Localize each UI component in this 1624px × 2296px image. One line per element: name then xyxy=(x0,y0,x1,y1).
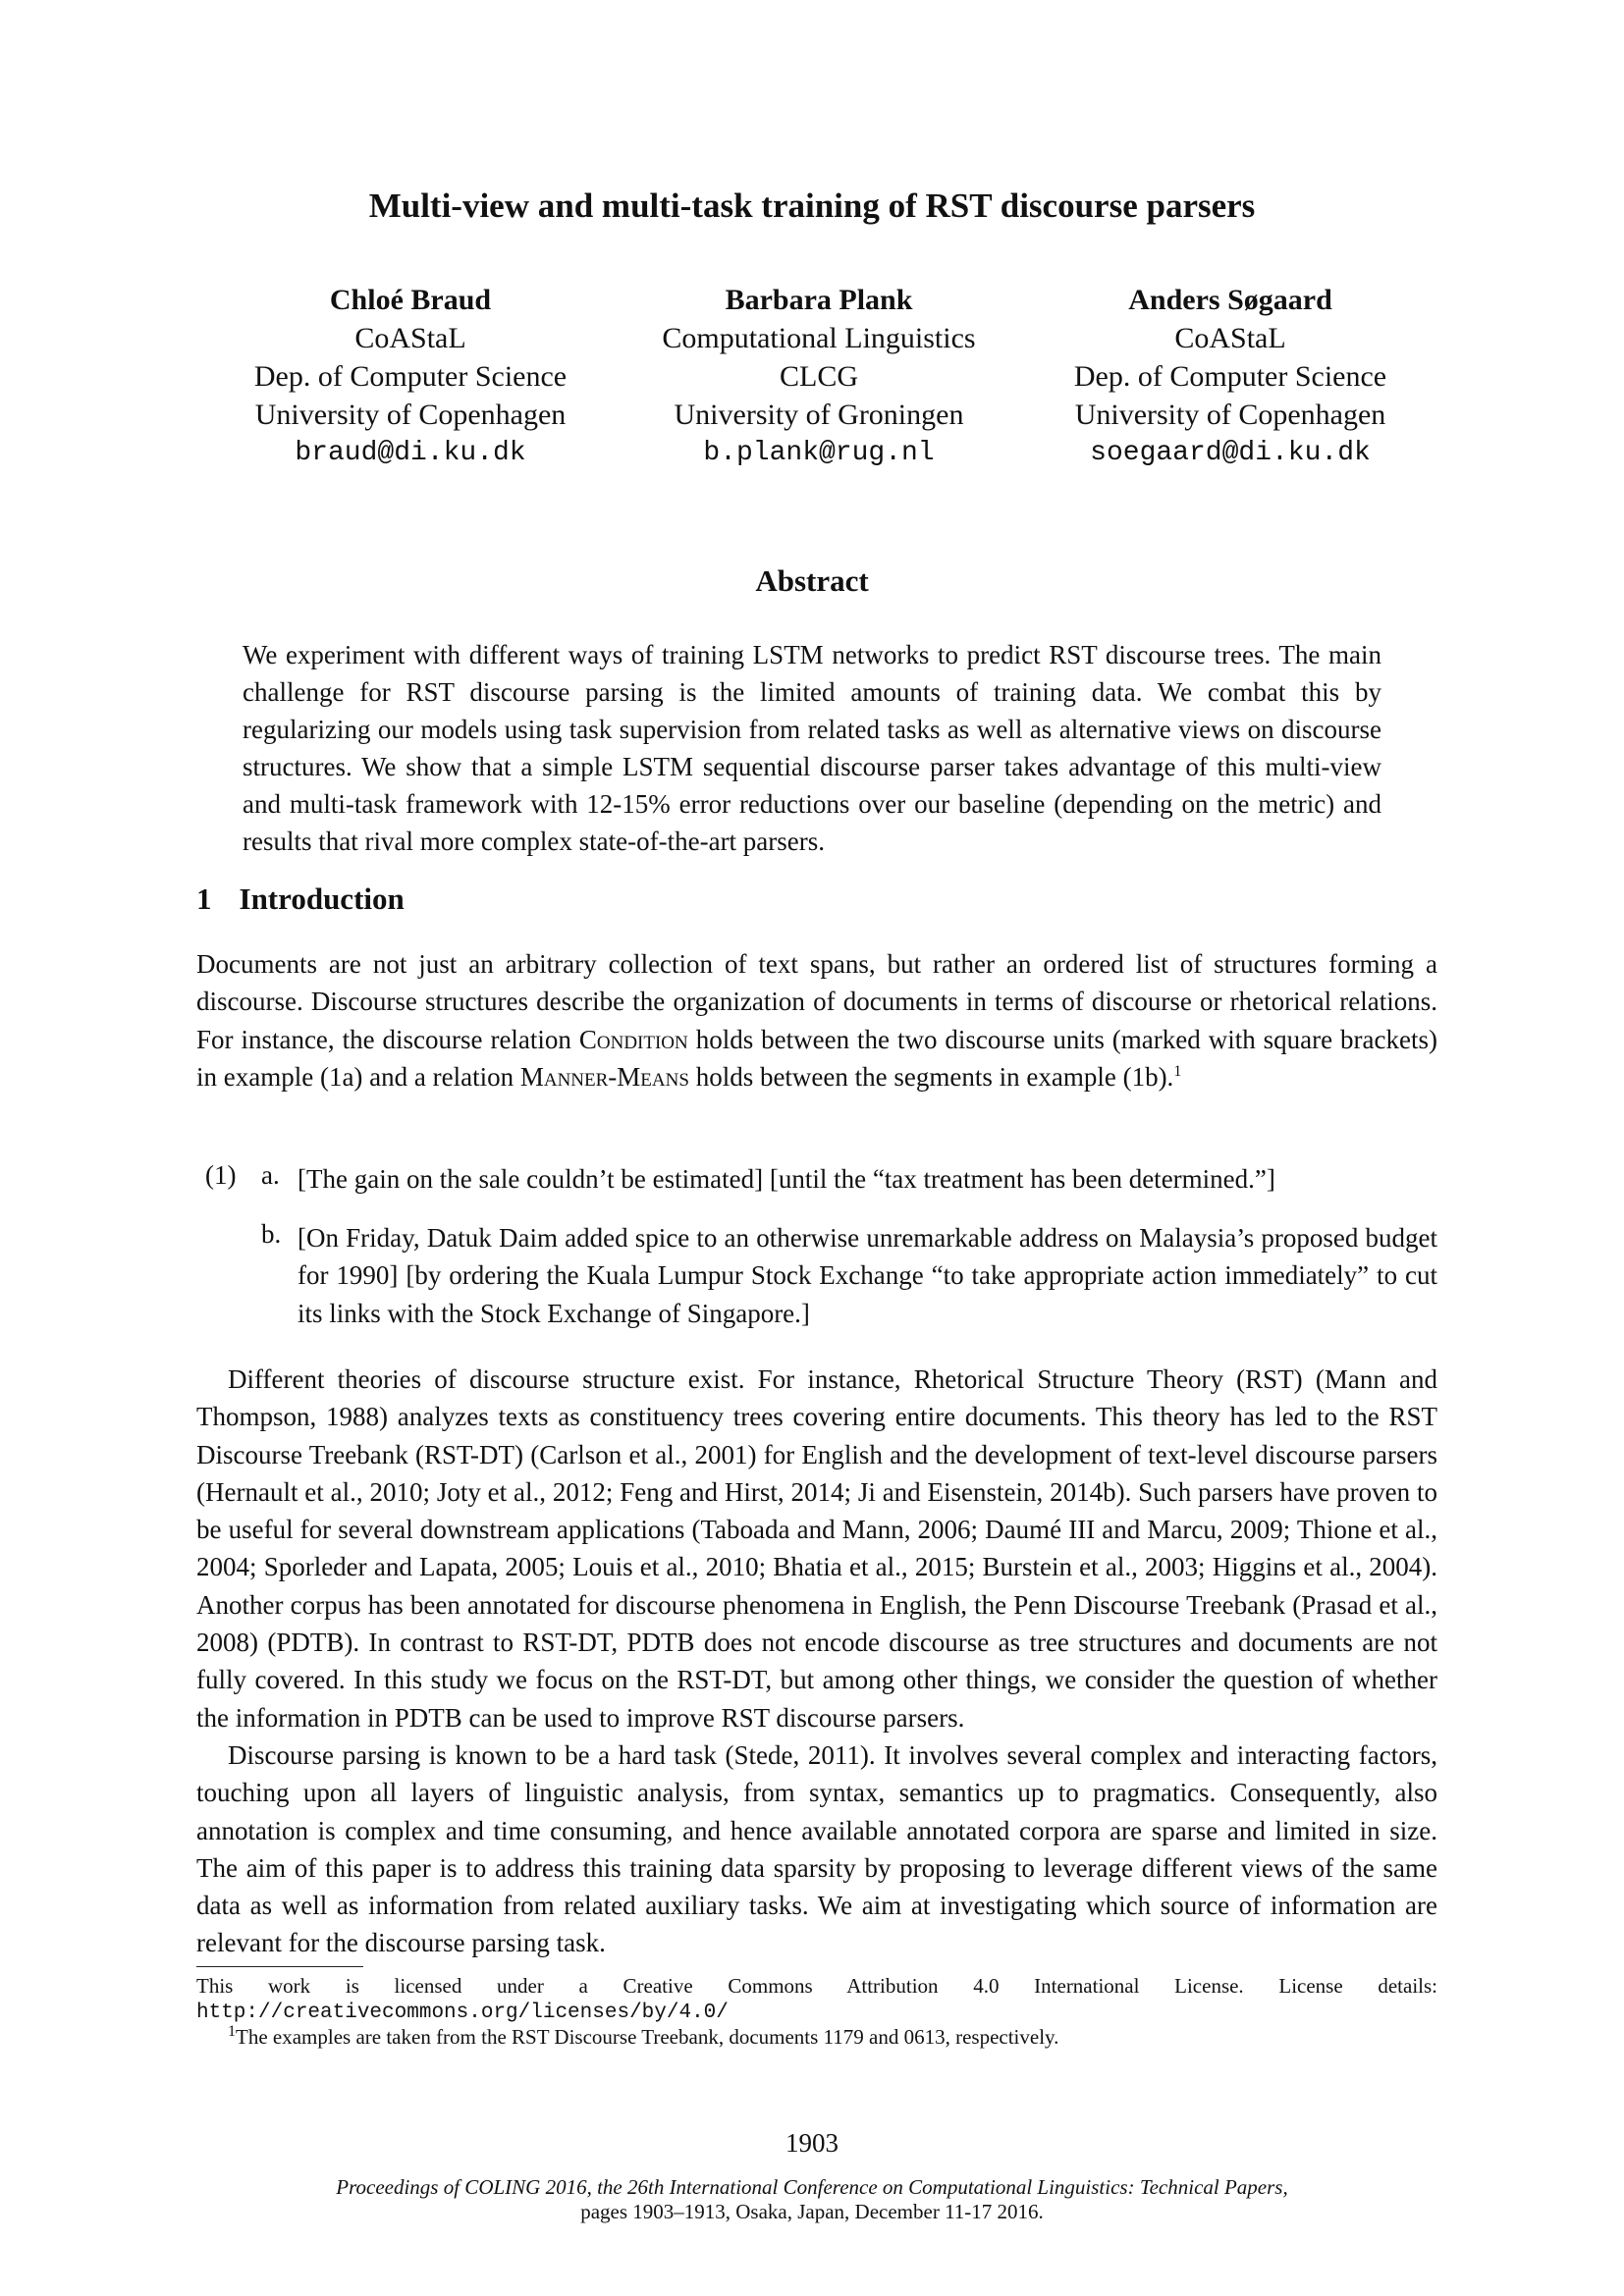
example-text: [The gain on the sale couldn’t be estimated] [until the “tax treatment has been determined.”] xyxy=(298,1164,1275,1194)
footnote-1 xyxy=(196,2025,1437,2050)
author-affiliation-line: CoAStaL xyxy=(354,322,466,354)
author-block-2 xyxy=(613,281,1025,472)
proceedings-footer xyxy=(0,2175,1624,2224)
author-affiliation-line: CoAStaL xyxy=(1174,322,1286,354)
proceedings-line: Proceedings of COLING 2016, the 26th International Conference on Computational Linguistics: Technical Papers, xyxy=(336,2175,1288,2199)
author-affiliation-line: CLCG xyxy=(779,360,858,393)
author-block-1 xyxy=(204,281,617,472)
author-name: Chloé Braud xyxy=(329,284,492,316)
footnote-number: 1 xyxy=(228,2023,236,2040)
relation-name: Condition xyxy=(578,1024,688,1054)
license-link[interactable]: http://creativecommons.org/licenses/by/4.0/ xyxy=(196,2002,729,2024)
abstract-text: We experiment with different ways of training LSTM networks to predict RST discourse trees. The main challenge for RST discourse parsing is the limited amounts of training data. We combat this by regularizing our models using task supervision from related tasks as well as alternative views on discourse structures. We show that a simple LSTM sequential discourse parser takes advantage of this multi-view and multi-task framework with 12-15% error reductions over our baseline (depending on the metric) and results that rival more complex state-of-the-art parsers. xyxy=(243,640,1381,856)
section-number: 1 xyxy=(196,881,212,916)
footnote-rule xyxy=(196,1966,363,1967)
proceedings-line: pages 1903–1913, Osaka, Japan, December 11-17 2016. xyxy=(580,2200,1044,2223)
author-name: Anders Søgaard xyxy=(1128,284,1332,316)
relation-name: Manner-Means xyxy=(519,1061,689,1092)
license-footnote xyxy=(196,1974,1437,2025)
example-text: [On Friday, Datuk Daim added spice to an otherwise unremarkable address on Malaysia’s proposed budget for 1990] [by ordering the Kuala Lumpur Stock Exchange “to take appropriate action immediately” to cut its links with the Stock Exchange of Singapore.] xyxy=(298,1223,1437,1328)
author-block-3 xyxy=(1024,281,1436,472)
author-email[interactable]: b.plank@rug.nl xyxy=(703,438,935,468)
intro-text: holds between the segments in example (1b). xyxy=(688,1061,1174,1092)
paper-title: Multi-view and multi-task training of RST discourse parsers xyxy=(368,187,1256,225)
intro-text: Documents are not just an arbitrary collection of text spans, but rather an ordered list of structures forming a discourse. Discourse structures describe the organization of documents in terms of discourse or rhetorical relations. For instance, the discourse relation xyxy=(196,949,1437,1054)
example-label: b. xyxy=(261,1219,282,1249)
author-affiliation-line: Dep. of Computer Science xyxy=(253,360,568,393)
author-email[interactable]: braud@di.ku.dk xyxy=(295,438,526,468)
author-affiliation-line: University of Groningen xyxy=(674,399,964,431)
license-text: This work is licensed under a Creative Commons Attribution 4.0 International License. License details: xyxy=(196,1974,1437,1998)
footnote-mark[interactable]: 1 xyxy=(1173,1062,1182,1080)
section-heading xyxy=(196,881,405,917)
author-affiliation-line: University of Copenhagen xyxy=(254,399,567,431)
author-affiliation-line: Dep. of Computer Science xyxy=(1073,360,1387,393)
author-email[interactable]: soegaard@di.ku.dk xyxy=(1090,438,1371,468)
author-affiliation-line: Computational Linguistics xyxy=(662,322,976,354)
section-title: Introduction xyxy=(239,881,405,916)
author-name: Barbara Plank xyxy=(725,284,913,316)
body-text xyxy=(196,1361,1437,1962)
example-number: (1) xyxy=(205,1160,237,1190)
paragraph: Discourse parsing is known to be a hard task (Stede, 2011). It involves several complex and interacting factors, touching upon all layers of linguistic analysis, from syntax, semantics up to pragmatics. Consequently, also annotation is complex and time consuming, and hence available annotated corpora are sparse and limited in size. The aim of this paper is to address this training data sparsity by proposing to leverage different views of the same data as well as information from related auxiliary tasks. We aim at investigating which source of information are relevant for the discourse parsing task. xyxy=(196,1739,1437,1958)
intro-text: holds between the two discourse units (marked with square brackets) in example (1a) and a relation xyxy=(196,1024,1437,1092)
author-affiliation-line: University of Copenhagen xyxy=(1074,399,1386,431)
intro-paragraph xyxy=(196,945,1437,1095)
abstract-heading: Abstract xyxy=(755,563,869,598)
paragraph: Different theories of discourse structure exist. For instance, Rhetorical Structure Theory (RST) (Mann and Thompson, 1988) analyzes texts as constituency trees covering entire documents. This theory has led to the RST Discourse Treebank (RST-DT) (Carlson et al., 2001) for English and the development of text-level discourse parsers (Hernault et al., 2010; Joty et al., 2012; Feng and Hirst, 2014; Ji and Eisenstein, 2014b). Such parsers have proven to be useful for several downstream applications (Taboada and Mann, 2006; Daumé III and Marcu, 2009; Thione et al., 2004; Sporleder and Lapata, 2005; Louis et al., 2010; Bhatia et al., 2015; Burstein et al., 2003; Higgins et al., 2004). Another corpus has been annotated for discourse phenomena in English, the Penn Discourse Treebank (Prasad et al., 2008) (PDTB). In contrast to RST-DT, PDTB does not encode discourse as tree structures and documents are not fully covered. In this study we focus on the RST-DT, but among other things, we consider the question of whether the information in PDTB can be used to improve RST discourse parsers. xyxy=(196,1364,1437,1733)
footnote-text: The examples are taken from the RST Discourse Treebank, documents 1179 and 0613, respectively. xyxy=(236,2025,1059,2049)
example-label: a. xyxy=(261,1160,280,1190)
page-number: 1903 xyxy=(785,2128,839,2158)
